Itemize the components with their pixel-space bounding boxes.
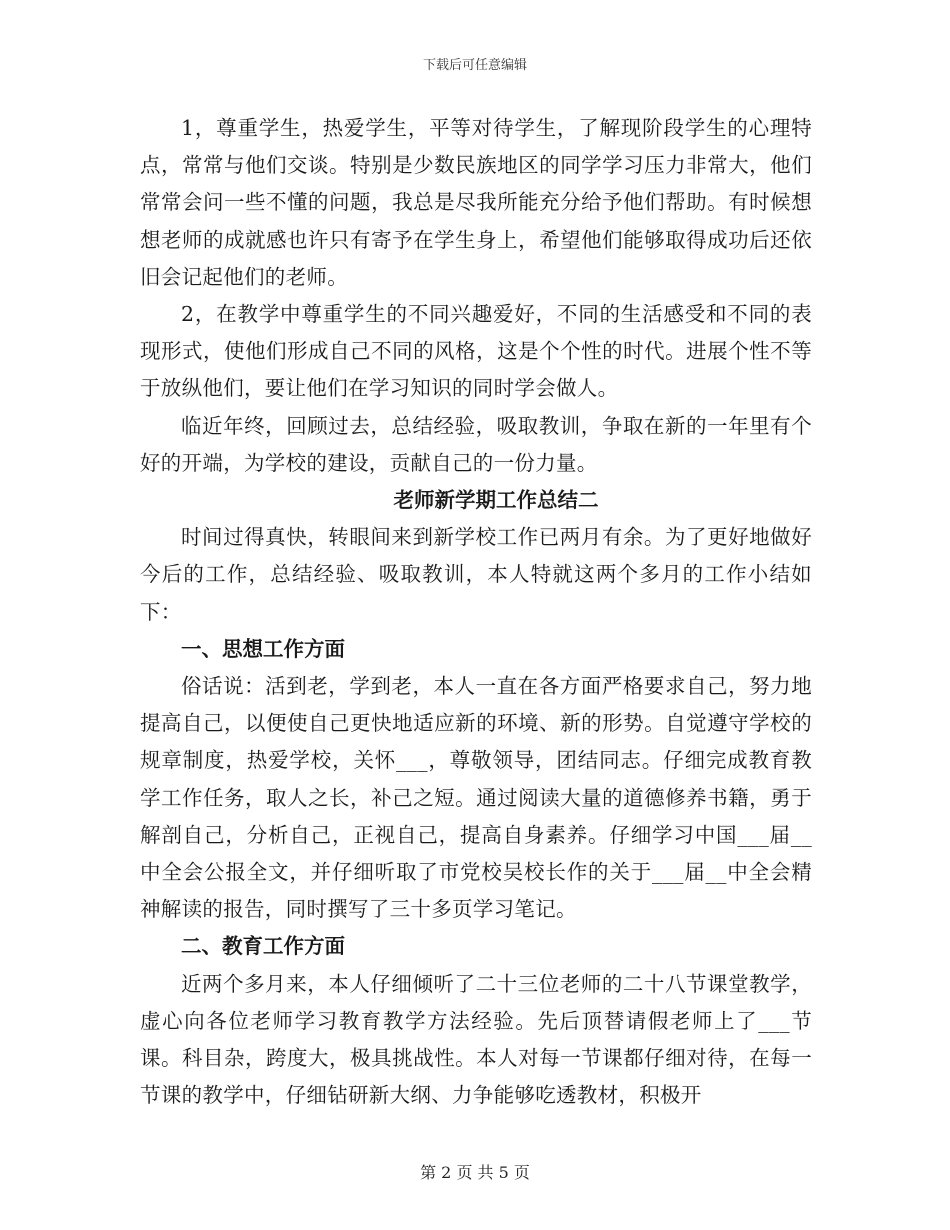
paragraph-5: 俗话说：活到老，学到老，本人一直在各方面严格要求自己，努力地提高自己，以便使自己更快地适应新的环境、新的形势。自觉遵守学校的规章制度，热爱学校，关怀___，尊敬领导，团结同志。仔细完成教育教学工作任务，取人之长，补己之短。通过阅读大量的道德修养书籍，勇于解剖自己，分析自己，正视自己，提高自身素养。仔细学习中国___届__中全会公报全文，并仔细听取了市党校吴校长作的关于___届__中全会精神解读的报告，同时撰写了三十多页学习笔记。 (140, 674, 812, 922)
page-number: 第 2 页 共 5 页 (420, 1163, 530, 1182)
paragraph-2: 2，在教学中尊重学生的不同兴趣爱好，不同的生活感受和不同的表现形式，使他们形成自己不同的风格，这是个个性的时代。进展个性不等于放纵他们，要让他们在学习知识的同时学会做人。 (140, 302, 812, 401)
section-title: 老师新学期工作总结二 (393, 488, 599, 513)
paragraph-3: 临近年终，回顾过去，总结经验，吸取教训，争取在新的一年里有个好的开端，为学校的建设，贡献自己的一份力量。 (140, 413, 812, 475)
heading-ideology: 一、思想工作方面 (181, 636, 345, 661)
page-header: 下载后可任意编辑 (422, 58, 527, 73)
document-body (140, 110, 812, 1114)
paragraph-6: 近两个多月来，本人仔细倾听了二十三位老师的二十八节课堂教学，虚心向各位老师学习教育教学方法经验。先后顶替请假老师上了___节课。科目杂，跨度大，极具挑战性。本人对每一节课都仔细对待，在每一节课的教学中，仔细钻研新大纲、力争能够吃透教材，积极开 (140, 971, 812, 1108)
paragraph-1: 1，尊重学生，热爱学生，平等对待学生，了解现阶段学生的心理特点，常常与他们交谈。特别是少数民族地区的同学学习压力非常大，他们常常会问一些不懂的问题，我总是尽我所能充分给予他们帮助。有时候想想老师的成就感也许只有寄予在学生身上，希望他们能够取得成功后还依旧会记起他们的老师。 (140, 116, 812, 289)
paragraph-4: 时间过得真快，转眼间来到新学校工作已两月有余。为了更好地做好今后的工作，总结经验、吸取教训，本人特就这两个多月的工作小结如下： (140, 525, 812, 624)
heading-education: 二、教育工作方面 (181, 934, 345, 959)
